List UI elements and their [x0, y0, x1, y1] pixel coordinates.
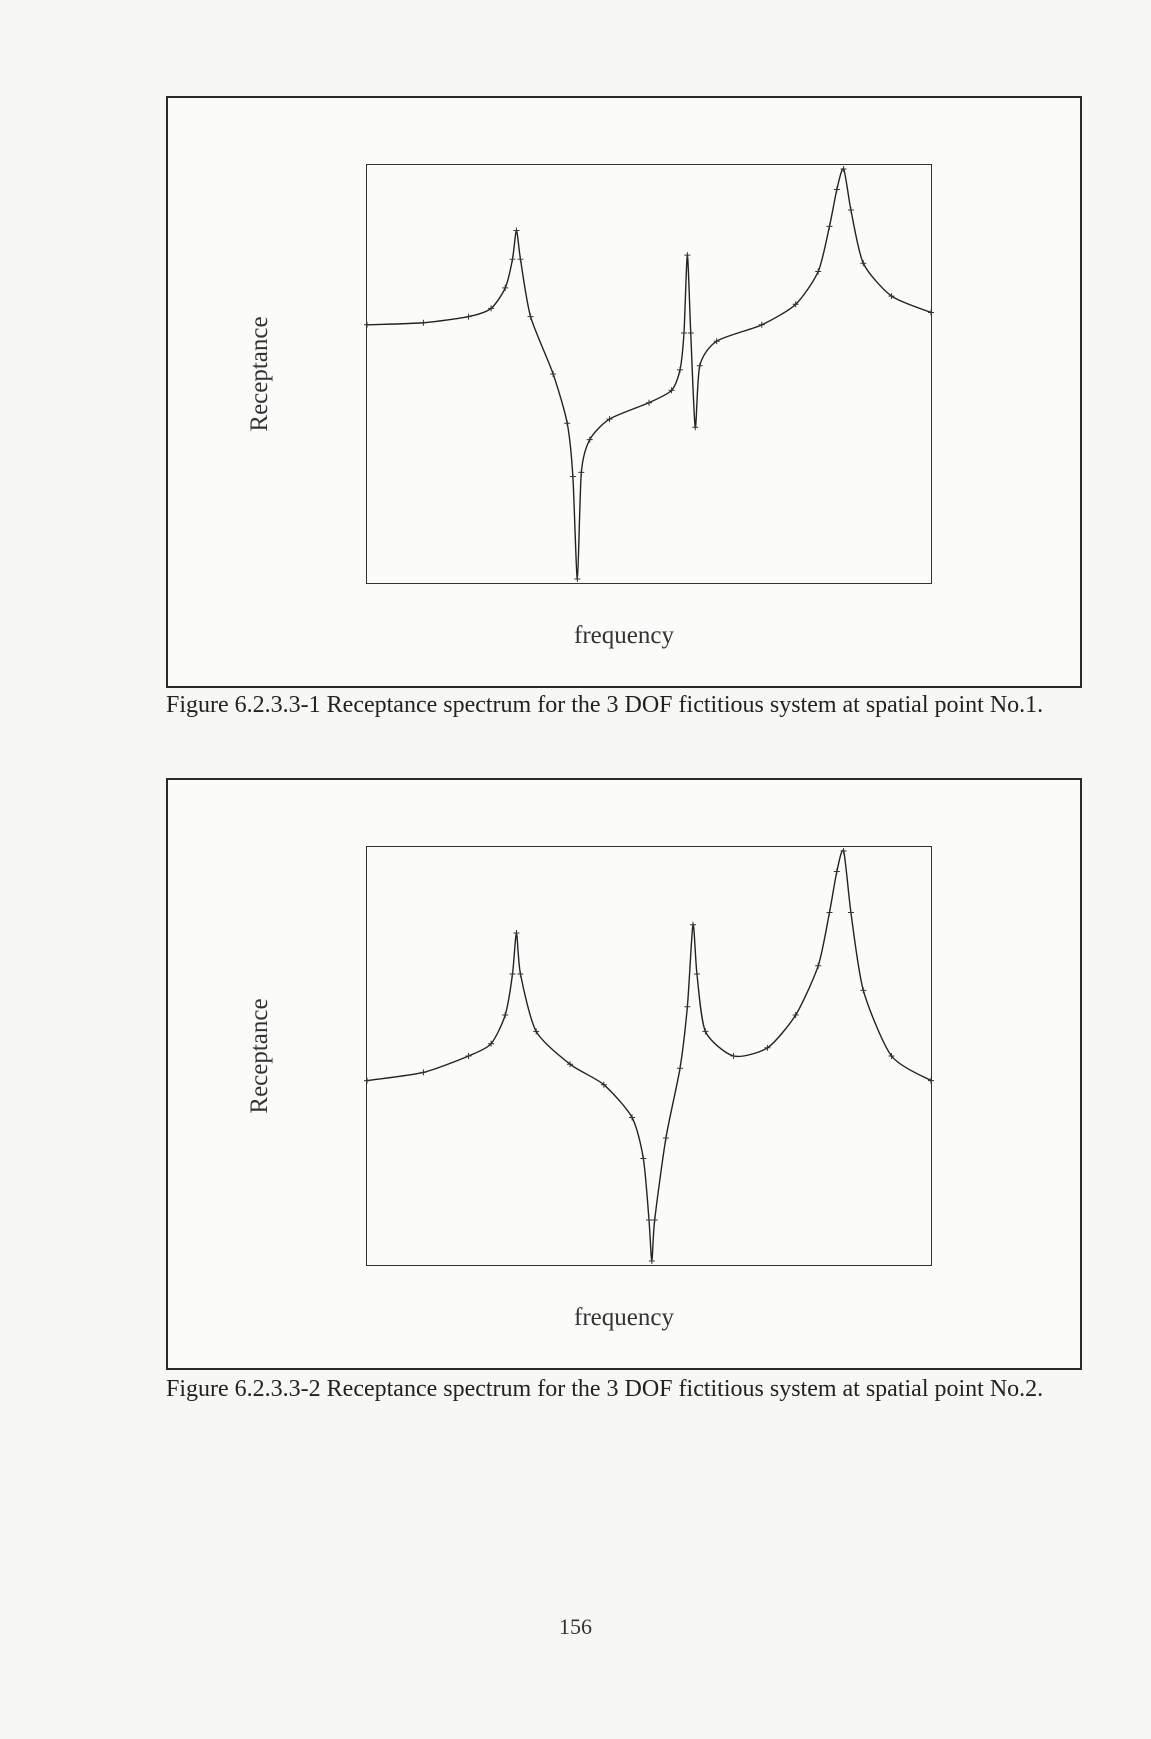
data-point-marker [684, 252, 690, 258]
figure-2-plot-area [366, 846, 932, 1266]
data-point-marker [420, 1069, 426, 1075]
data-point-marker [466, 314, 472, 320]
data-point-marker [466, 1053, 472, 1059]
data-point-marker [692, 424, 698, 430]
data-point-marker [649, 1258, 655, 1264]
data-point-marker [502, 1012, 508, 1018]
data-point-marker [684, 1004, 690, 1010]
figure-2-chart-svg [367, 847, 931, 1265]
data-point-marker [364, 1078, 370, 1084]
data-point-marker [550, 371, 556, 377]
data-point-marker [502, 285, 508, 291]
data-point-marker [640, 1156, 646, 1162]
data-point-marker [578, 469, 584, 475]
data-point-marker [564, 420, 570, 426]
data-point-marker [697, 363, 703, 369]
data-point-marker [834, 868, 840, 874]
data-point-marker [928, 310, 934, 316]
data-point-marker [646, 1217, 652, 1223]
data-point-marker [681, 330, 687, 336]
data-point-marker [815, 963, 821, 969]
data-point-marker [690, 922, 696, 928]
data-point-marker [570, 474, 576, 480]
data-point-marker [364, 322, 370, 328]
data-point-marker [759, 322, 765, 328]
data-point-marker [848, 910, 854, 916]
receptance-curve-fig2 [367, 850, 931, 1261]
figure-1-plot-area [366, 164, 932, 584]
data-point-marker [574, 576, 580, 582]
figure-1-frame: Receptance frequency [166, 96, 1082, 688]
figure-1-chart-svg [367, 165, 931, 583]
data-point-marker [510, 256, 516, 262]
data-point-marker [629, 1115, 635, 1121]
figure-1-caption: Figure 6.2.3.3-1 Receptance spectrum for the 3 DOF fictitious system at spatial point No.1. [166, 692, 1044, 718]
data-point-marker [848, 207, 854, 213]
data-point-marker [826, 910, 832, 916]
data-point-marker [860, 260, 866, 266]
figure-2-frame: Receptance frequency [166, 778, 1082, 1370]
receptance-curve-fig1 [367, 169, 931, 579]
data-point-marker [420, 320, 426, 326]
data-point-marker [517, 971, 523, 977]
data-point-marker [815, 269, 821, 275]
data-point-marker [663, 1135, 669, 1141]
data-point-marker [513, 228, 519, 234]
data-point-marker [587, 437, 593, 443]
data-point-marker [928, 1078, 934, 1084]
data-point-marker [688, 330, 694, 336]
data-point-marker [510, 971, 516, 977]
data-point-marker [513, 930, 519, 936]
data-point-marker [677, 367, 683, 373]
data-point-marker [860, 987, 866, 993]
data-point-marker [528, 314, 534, 320]
data-point-marker [702, 1028, 708, 1034]
page-number: 156 [559, 1614, 592, 1639]
figure-2-x-axis-label: frequency [574, 1304, 674, 1331]
figure-2-caption: Figure 6.2.3.3-2 Receptance spectrum for the 3 DOF fictitious system at spatial point No.2. [166, 1376, 1044, 1402]
data-point-marker [646, 400, 652, 406]
data-point-marker [677, 1065, 683, 1071]
data-point-marker [731, 1053, 737, 1059]
data-point-marker [826, 223, 832, 229]
data-point-marker [517, 256, 523, 262]
data-point-marker [834, 186, 840, 192]
data-point-marker [652, 1217, 658, 1223]
figure-1-x-axis-label: frequency [574, 622, 674, 649]
data-point-marker [694, 971, 700, 977]
